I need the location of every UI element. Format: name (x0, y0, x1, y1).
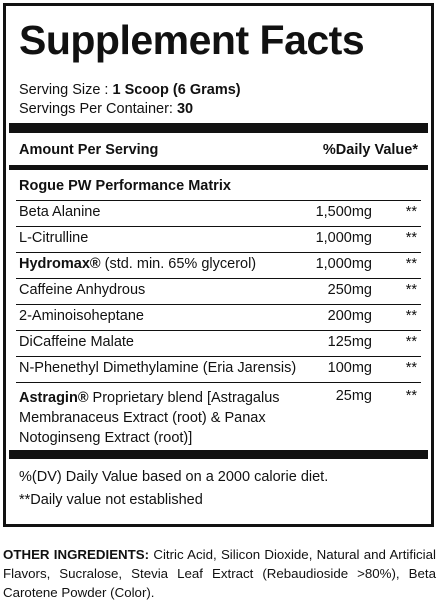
blend-description: Proprietary blend [Astragalus Membranaceus Extract (root) & Panax Notoginseng Extract (root)] (19, 390, 280, 446)
ingredient-name (19, 205, 100, 220)
serving-size-label: Serving Size : (19, 82, 113, 98)
row-divider (16, 356, 421, 357)
daily-value-header: %Daily Value* (322, 142, 418, 158)
ingredient-name (19, 361, 296, 376)
ingredient-label: L-Citrulline (19, 230, 89, 246)
ingredient-label: N-Phenethyl Dimethylamine (Eria Jarensis) (19, 360, 297, 376)
ingredient-label: (std. min. 65% glycerol) (100, 256, 257, 272)
ingredient-dv: ** (405, 308, 417, 324)
row-divider (16, 278, 421, 279)
ingredient-name (19, 335, 134, 350)
row-divider (16, 226, 421, 227)
ingredient-name (19, 283, 145, 298)
ingredient-amount: 100mg (327, 360, 372, 376)
row-divider (16, 304, 421, 305)
blend-brand: Astragin® (19, 390, 89, 406)
ingredient-name (19, 309, 144, 324)
ingredient-label: Beta Alanine (19, 204, 101, 220)
ingredient-dv: ** (405, 334, 417, 350)
blend-dv: ** (405, 388, 417, 404)
other-ingredients (3, 545, 436, 602)
not-established-footnote: **Daily value not established (19, 492, 203, 508)
ingredient-dv: ** (405, 282, 417, 298)
section-title: Rogue PW Performance Matrix (19, 178, 231, 194)
ingredient-dv: ** (405, 256, 417, 272)
ingredient-amount: 1,000mg (315, 256, 372, 272)
row-divider (16, 200, 421, 201)
ingredient-dv: ** (405, 204, 417, 220)
other-ingredients-text: Citric Acid, Silicon Dioxide, Natural and Artificial Flavors, Sucralose, Stevia Leaf Extract (Rebaudioside >80%), Beta Carotene Powder (Color). (3, 547, 436, 600)
row-divider (16, 382, 421, 383)
ingredient-name (19, 257, 256, 272)
ingredient-label: Caffeine Anhydrous (19, 282, 146, 298)
row-divider (16, 330, 421, 331)
medium-divider (9, 165, 428, 170)
thick-divider-top (9, 123, 428, 133)
ingredient-amount: 200mg (327, 308, 372, 324)
row-divider (16, 252, 421, 253)
servings-per-container-label: Servings Per Container: (19, 101, 177, 117)
dv-footnote: %(DV) Daily Value based on a 2000 calorie diet. (19, 469, 329, 485)
supplement-facts-panel (3, 3, 434, 527)
ingredient-brand: Hydromax® (19, 256, 101, 272)
amount-per-serving-header: Amount Per Serving (19, 142, 159, 158)
blend-amount: 25mg (335, 388, 372, 404)
ingredient-label: 2-Aminoisoheptane (19, 308, 144, 324)
ingredient-amount: 250mg (327, 282, 372, 298)
thick-divider-bottom (9, 450, 428, 459)
servings-per-container (19, 102, 193, 117)
ingredient-amount: 125mg (327, 334, 372, 350)
ingredient-name (19, 231, 88, 246)
panel-title: Supplement Facts (19, 17, 365, 63)
servings-per-container-value: 30 (176, 101, 194, 117)
ingredient-label: DiCaffeine Malate (19, 334, 134, 350)
ingredient-dv: ** (405, 360, 417, 376)
ingredient-amount: 1,000mg (315, 230, 372, 246)
blend-row-name (19, 388, 319, 448)
serving-size (19, 83, 241, 98)
ingredient-dv: ** (405, 230, 417, 246)
other-ingredients-label: OTHER INGREDIENTS: (3, 547, 150, 562)
serving-size-value: 1 Scoop (6 Grams) (112, 82, 241, 98)
ingredient-amount: 1,500mg (315, 204, 372, 220)
